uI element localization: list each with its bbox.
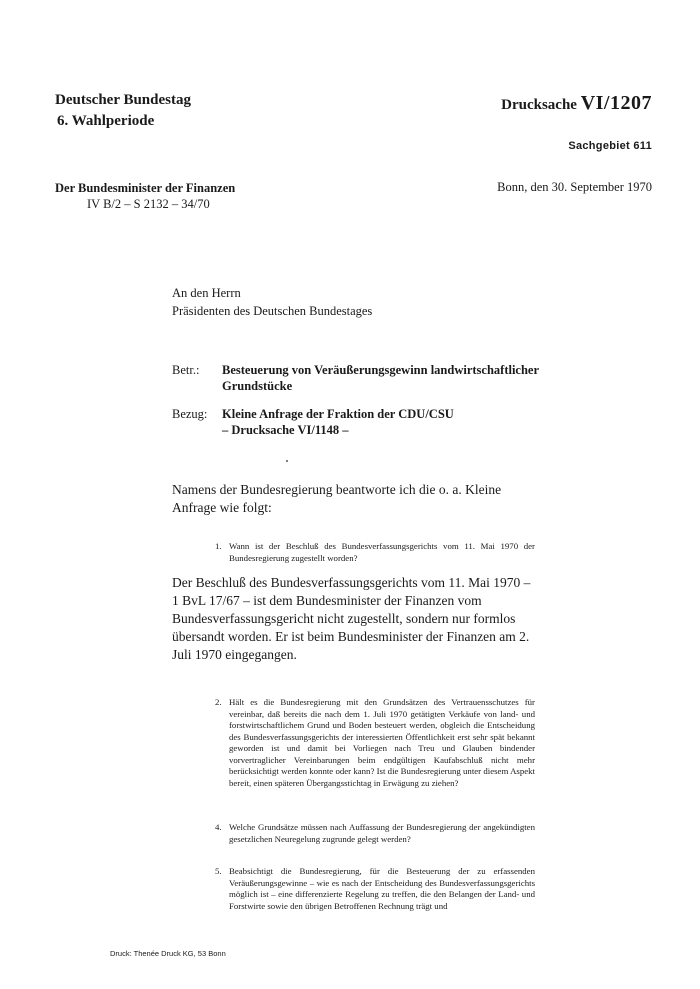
bezug-line-2: – Drucksache VI/1148 – (222, 423, 349, 437)
question-1 (215, 541, 535, 564)
betr-label: Betr.: (172, 363, 200, 377)
question-2-text: Hält es die Bundesregierung mit den Grundsätzen des Vertrauensschutzes für vereinbar, daß bereits die nach dem 1. Juli 1970 getätigten Verkäufe von land- und forstwirtschaftlichem Grund und Boden besteuert werden, obgleich die Entscheidung des Bundesverfassungsgerichts der interessierten Öffentlichkeit erst sehr spät bekannt geworden ist und damit bei Vorliegen nach Treu und Glauben bindender vorvertraglicher Vereinbarungen beim endgültigen Kaufabschluß nicht mehr berücksichtigt werden konnte oder kann? Ist die Bundesregierung unter diesem Aspekt bereit, einen späteren Übergangsstichtag in Erwägung zu ziehen? (229, 697, 535, 788)
bezug-line-1: Kleine Anfrage der Fraktion der CDU/CSU (222, 407, 454, 421)
question-1-text: Wann ist der Beschluß des Bundesverfassungsgerichts vom 11. Mai 1970 der Bundesregierung zugestellt worden? (229, 541, 535, 563)
stray-dot (286, 460, 288, 462)
question-1-number: 1. (215, 541, 222, 551)
question-4-text: Welche Grundsätze müssen nach Auffassung der Bundesregierung der angekündigten gesetzlichen Neuregelung zugrunde gelegt werden? (229, 822, 535, 844)
letter-date: Bonn, den 30. September 1970 (497, 180, 652, 194)
question-5 (215, 866, 535, 912)
question-4-number: 4. (215, 822, 222, 832)
sachgebiet: Sachgebiet 611 (568, 140, 652, 152)
address-line-1: An den Herrn (172, 286, 241, 300)
sender-block (55, 180, 235, 212)
subject-block (172, 362, 542, 450)
address-line-2: Präsidenten des Deutschen Bundestages (172, 304, 373, 318)
sender-name: Der Bundesminister der Finanzen (55, 181, 236, 195)
drucksache-header (501, 92, 652, 115)
institution-name: Deutscher Bundestag (55, 92, 191, 108)
question-2-number: 2. (215, 697, 222, 707)
address-block (172, 284, 372, 320)
question-5-text: Beabsichtigt die Bundesregierung, für die Besteuerung der zu erfassenden Veräußerungsgewinne – wie es nach der Entscheidung des Bundesverfassungsgerichts möglich ist – eine differenzierte Regelung zu treffen, die den Belangen der Land- und Forstwirte sowie den übrigen Betroffenen Rechnung trägt und (229, 866, 535, 911)
question-5-number: 5. (215, 866, 222, 876)
sender-reference: IV B/2 – S 2132 – 34/70 (87, 197, 210, 211)
betr-text: Besteuerung von Veräußerungsgewinn landwirtschaftlicher Grundstücke (222, 363, 539, 393)
intro-paragraph: Namens der Bundesregierung beantworte ich die o. a. Kleine Anfrage wie folgt: (172, 482, 502, 515)
question-4 (215, 822, 535, 845)
answer-1: Der Beschluß des Bundesverfassungsgerichts vom 11. Mai 1970 – 1 BvL 17/67 – ist dem Bundesminister der Finanzen vom Bundesverfassungsgericht nicht zugestellt, sondern nur formlos übersandt worden. Er ist beim Bundesminister der Finanzen am 2. Juli 1970 eingegangen. (172, 575, 531, 662)
question-2 (215, 697, 535, 789)
bezug-label: Bezug: (172, 407, 208, 421)
printer-footer: Druck: Thenée Druck KG, 53 Bonn (110, 949, 226, 958)
drucksache-label: Drucksache (501, 97, 577, 113)
header-left (55, 90, 191, 132)
drucksache-number: VI/1207 (580, 92, 652, 114)
electoral-period: 6. Wahlperiode (57, 113, 155, 129)
